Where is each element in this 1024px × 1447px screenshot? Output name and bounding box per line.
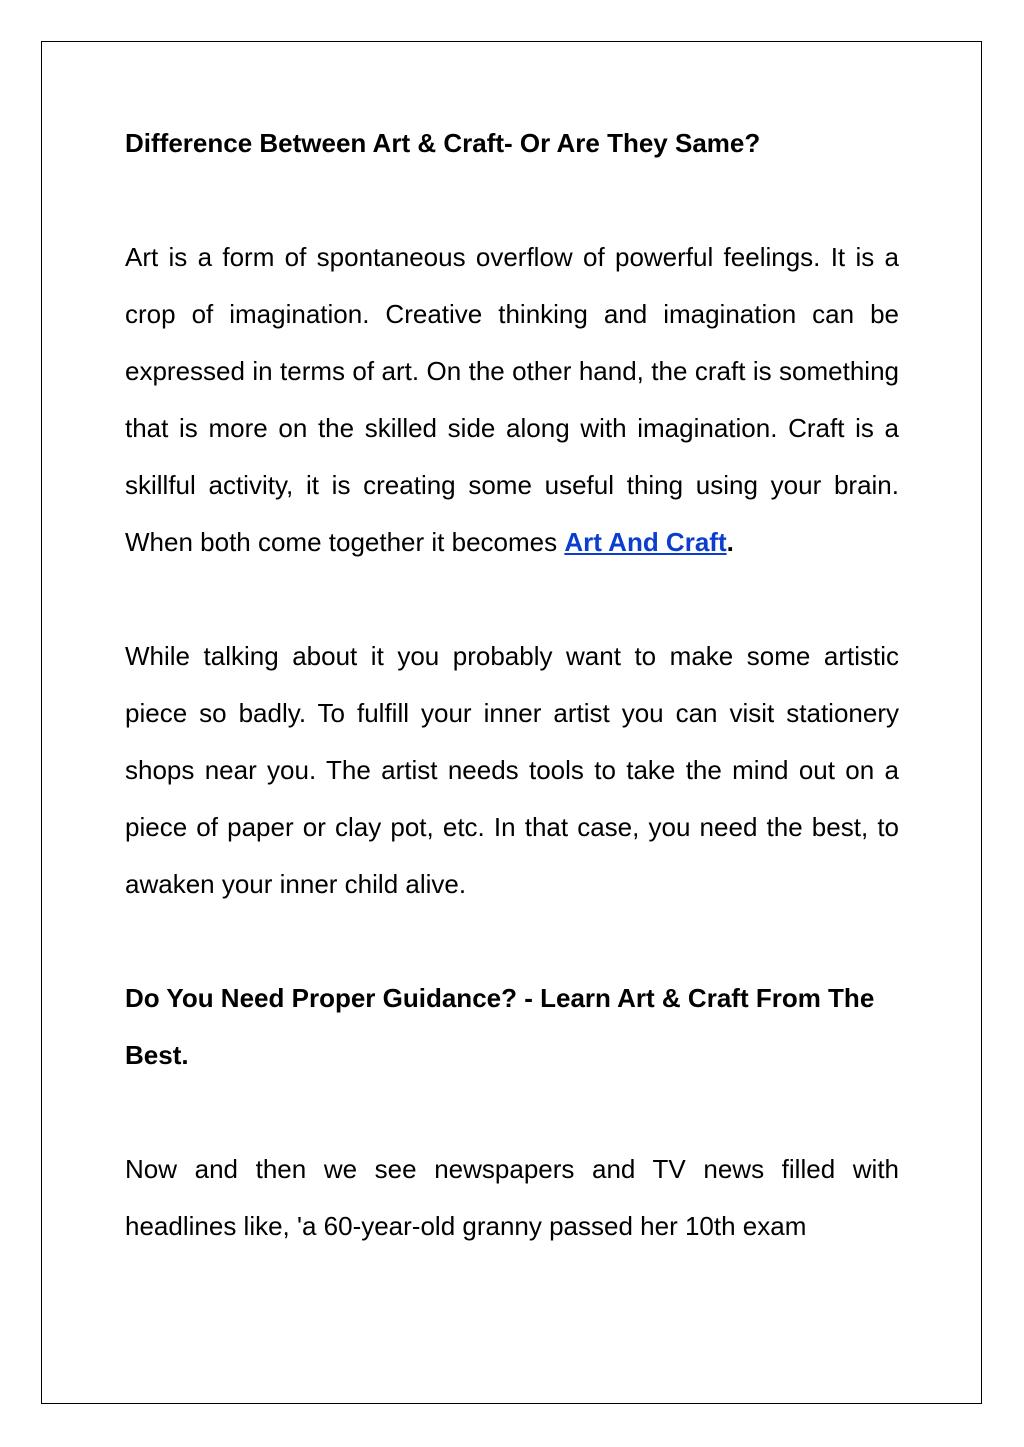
section-heading-proper-guidance: Do You Need Proper Guidance? - Learn Art & Craft From The Best. bbox=[125, 983, 875, 1070]
spacer bbox=[125, 172, 899, 229]
spacer bbox=[125, 571, 899, 628]
paragraph-inner-artist: While talking about it you probably want to make some artistic piece so badly. To fulfill your inner artist you can visit stationery shops near you. The artist needs tools to take the mind out on a piece of paper or clay pot, etc. In that case, you need the best, to awaken your inner child alive. bbox=[125, 641, 899, 899]
document-body bbox=[125, 115, 899, 1255]
paragraph-art-definition bbox=[125, 229, 899, 571]
section-heading-art-vs-craft: Difference Between Art & Craft- Or Are They Same? bbox=[125, 128, 761, 158]
spacer bbox=[125, 913, 899, 970]
paragraph-art-definition-text: Art is a form of spontaneous overflow of powerful feelings. It is a crop of imagination. Creative thinking and imagination can be expressed in terms of art. On the other hand, the craft is something that is more on the skilled side along with imagination. Craft is a skillful activity, it is creating some useful thing using your brain. When both come together it becomes bbox=[125, 242, 899, 557]
art-and-craft-link[interactable]: Art And Craft bbox=[564, 527, 727, 557]
paragraph-end-punctuation: . bbox=[726, 527, 734, 557]
paragraph-news-headlines: Now and then we see newspapers and TV news filled with headlines like, 'a 60-year-old granny passed her 10th exam bbox=[125, 1154, 899, 1241]
spacer bbox=[125, 1084, 899, 1141]
